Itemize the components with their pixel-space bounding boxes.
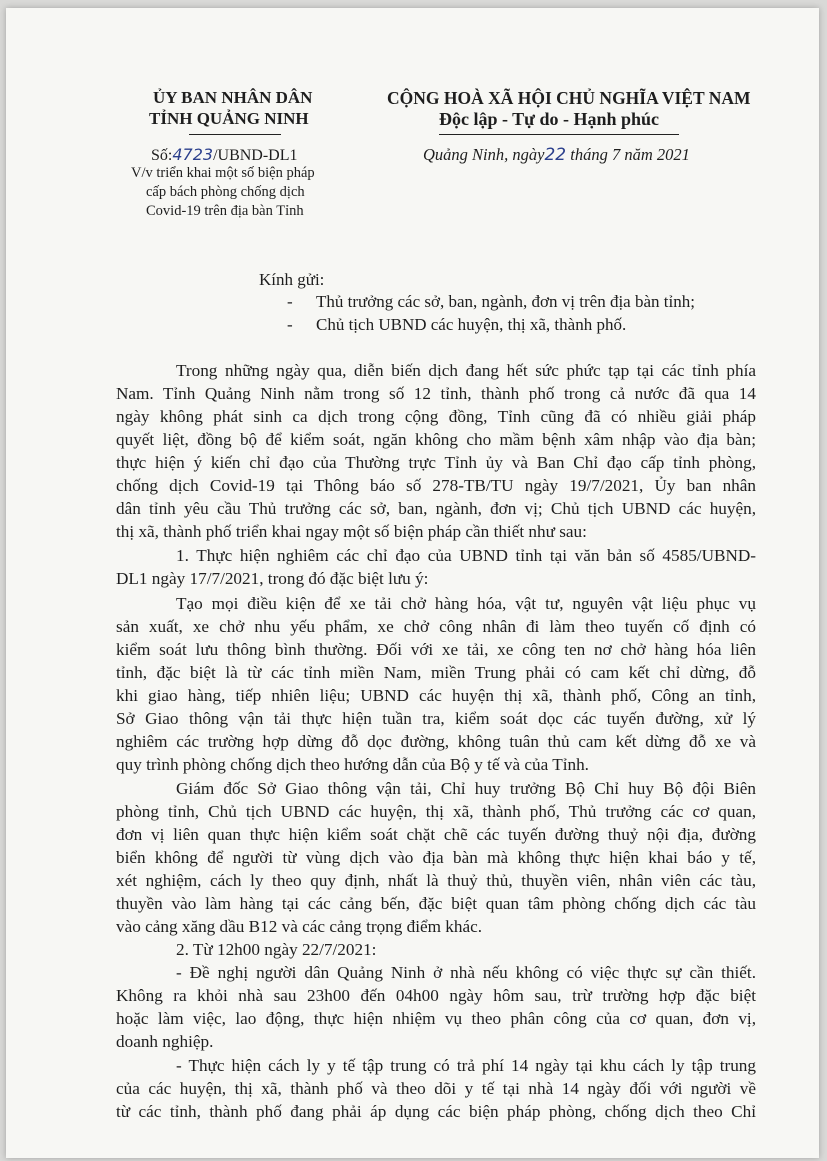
body-line: chống dịch Covid-19 tại Thông báo số 278-TB/TU ngày 19/7/2021, Ủy ban nhân: [116, 476, 756, 495]
authority-underline: [189, 134, 281, 135]
body-line: Trong những ngày qua, diễn biến dịch đang hết sức phức tạp tại các tỉnh phía: [176, 361, 756, 380]
body-line: - Đề nghị người dân Quảng Ninh ở nhà nếu không có việc thực sự cần thiết.: [176, 963, 756, 982]
body-line: xét nghiệm, cách ly theo quy định, nhất là thuỷ thủ, thuyền viên, nhân viên các tàu,: [116, 871, 756, 890]
subject-line2: cấp bách phòng chống dịch: [146, 184, 305, 200]
body-line: khi giao hàng, tiếp nhiên liệu; UBND các huyện thị xã, thành phố, Công an tỉnh,: [116, 686, 756, 705]
issue-date: [423, 145, 690, 165]
document-page: [6, 8, 819, 1158]
body-line: hoặc làm việc, lao động, thực hiện nhiệm vụ theo phân công của cơ quan, đơn vị,: [116, 1009, 756, 1028]
recipients-label: Kính gửi:: [259, 270, 325, 289]
body-line: thuyền vào làm hàng tại các cảng bến, đặc biệt quan tâm phòng chống dịch các tàu: [116, 894, 756, 913]
body-line: Giám đốc Sở Giao thông vận tải, Chỉ huy trưởng Bộ Chỉ huy Bộ đội Biên: [176, 779, 756, 798]
body-line: - Thực hiện cách ly y tế tập trung có trả phí 14 ngày tại khu cách ly tập trung: [176, 1056, 756, 1075]
body-line: DL1 ngày 17/7/2021, trong đó đặc biệt lưu ý:: [116, 569, 429, 588]
national-title: CỘNG HOÀ XÃ HỘI CHỦ NGHĨA VIỆT NAM: [387, 88, 751, 108]
recipient-dash-1: -: [287, 292, 293, 311]
body-line: tỉnh, đặc biệt là từ các tỉnh miền Nam, miền Trung phải có cam kết chỉ dừng, đỗ: [116, 663, 756, 682]
body-line: quy trình phòng chống dịch theo hướng dẫn của Bộ y tế và của Tỉnh.: [116, 755, 589, 774]
handwritten-number: 4723: [172, 145, 214, 164]
body-line: vào cảng xăng dầu B12 và các cảng trọng điểm khác.: [116, 917, 483, 936]
handwritten-day: 22: [544, 145, 567, 165]
recipient-1: Thủ trưởng các sở, ban, ngành, đơn vị trên địa bàn tỉnh;: [316, 292, 695, 311]
body-line: quyết liệt, đồng bộ để kiểm soát, ngăn không cho mầm bệnh xâm nhập vào địa bàn;: [116, 430, 756, 449]
body-line: của các huyện, thị xã, thành phố và theo dõi y tế tại nhà 14 ngày đối với người về: [116, 1079, 756, 1098]
subject-line3: Covid-19 trên địa bàn Tỉnh: [146, 203, 304, 219]
body-line: biển không để người từ vùng dịch vào địa bàn mà không thực hiện khai báo y tế,: [116, 848, 756, 867]
body-line: ngày không phát sinh ca dịch trong cộng đồng, Tỉnh cũng đã có nhiều giải pháp: [116, 407, 756, 426]
number-prefix: Số:: [151, 147, 173, 164]
body-line: 1. Thực hiện nghiêm các chỉ đạo của UBND tỉnh tại văn bản số 4585/UBND-: [176, 546, 756, 565]
body-line: doanh nghiệp.: [116, 1032, 214, 1051]
body-line: dân tỉnh yêu cầu Thủ trưởng các sở, ban, ngành, đơn vị; Chủ tịch UBND các huyện,: [116, 499, 756, 518]
date-prefix: Quảng Ninh, ngày: [423, 145, 545, 164]
date-rest: tháng 7 năm 2021: [570, 145, 690, 164]
body-line: Tạo mọi điều kiện để xe tải chở hàng hóa, vật tư, nguyên vật liệu phục vụ: [176, 594, 756, 613]
body-line: thị xã, thành phố triển khai ngay một số biện pháp cần thiết như sau:: [116, 522, 587, 541]
issuing-authority-line2: TỈNH QUẢNG NINH: [149, 109, 309, 128]
subject-line1: V/v triển khai một số biện pháp: [131, 165, 315, 181]
body-line: thực hiện ý kiến chỉ đạo của Thường trực Tỉnh ủy và Ban Chỉ đạo cấp tỉnh phòng,: [116, 453, 756, 472]
body-line: từ các tỉnh, thành phố đang phải áp dụng các biện pháp phòng, chống dịch theo Chỉ: [116, 1102, 756, 1121]
recipient-dash-2: -: [287, 315, 293, 334]
recipient-2: Chủ tịch UBND các huyện, thị xã, thành phố.: [316, 315, 627, 334]
number-suffix: /UBND-DL1: [213, 147, 298, 164]
body-line: đơn vị liên quan thực hiện kiểm soát chặt chẽ các tuyến đường thuỷ nội địa, đường: [116, 825, 756, 844]
body-line: nghiêm các trường hợp dừng đỗ dọc đường, không tuân thủ cam kết dừng đỗ xe và: [116, 732, 756, 751]
document-number: [151, 145, 298, 165]
body-line: Không ra khỏi nhà sau 23h00 đến 04h00 ngày hôm sau, trừ trường hợp đặc biệt: [116, 986, 756, 1005]
body-line: Nam. Tỉnh Quảng Ninh nằm trong số 12 tỉnh, thành phố trong cả nước đã qua 14: [116, 384, 756, 403]
national-motto: Độc lập - Tự do - Hạnh phúc: [439, 109, 660, 129]
motto-underline: [439, 134, 679, 135]
body-line: sản xuất, xe chở nhu yếu phẩm, xe chở công nhân đi làm theo tuyến cố định có: [116, 617, 756, 636]
body-line: Sở Giao thông vận tải thực hiện tuần tra, kiểm soát dọc các tuyến đường, xử lý: [116, 709, 756, 728]
body-line: kiểm soát lưu thông bình thường. Đối với xe tải, xe công ten nơ chở hàng hóa liên: [116, 640, 756, 659]
issuing-authority-line1: ỦY BAN NHÂN DÂN: [153, 88, 313, 107]
body-line: 2. Từ 12h00 ngày 22/7/2021:: [176, 940, 377, 959]
body-line: phòng tỉnh, Chủ tịch UBND các huyện, thị xã, thành phố, Thủ trưởng các cơ quan,: [116, 802, 756, 821]
